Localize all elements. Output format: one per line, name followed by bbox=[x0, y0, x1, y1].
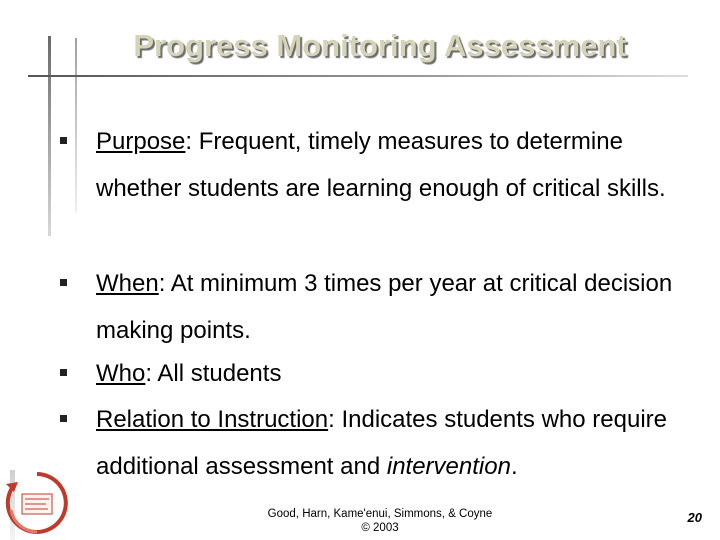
bullet-who bbox=[60, 350, 281, 397]
purpose-link[interactable]: Purpose bbox=[96, 128, 186, 155]
bullet-when bbox=[60, 260, 690, 354]
when-link[interactable]: When bbox=[96, 270, 159, 297]
cycle-logo-icon bbox=[2, 470, 72, 536]
who-link[interactable]: Who bbox=[96, 360, 146, 387]
purpose-text: : Frequent, timely measures to determine whether students are learning enough of critical skills. bbox=[96, 128, 666, 202]
slide-title: Progress Monitoring Assessment bbox=[133, 28, 627, 63]
bullet-relation-to-instruction bbox=[60, 396, 690, 490]
credit-authors: Good, Harn, Kame'enui, Simmons, & Coyne bbox=[267, 508, 493, 520]
credit-copyright: © 2003 bbox=[361, 522, 399, 534]
when-text: : At minimum 3 times per year at critical decision making points. bbox=[96, 270, 673, 344]
relation-to-instruction-link[interactable]: Relation to Instruction bbox=[96, 406, 329, 433]
bullet-square-icon bbox=[60, 279, 67, 286]
bullet-square-icon bbox=[60, 415, 67, 422]
bullet-square-icon bbox=[60, 137, 67, 144]
bullet-square-icon bbox=[60, 369, 67, 376]
relation-text-before: : Indicates students who require additional assessment and bbox=[96, 406, 667, 480]
decorative-rule bbox=[28, 75, 688, 77]
who-text: : All students bbox=[145, 360, 282, 387]
decorative-line bbox=[48, 36, 51, 236]
bullet-purpose bbox=[60, 118, 690, 212]
page-number: 20 bbox=[687, 510, 702, 525]
relation-text-emphasis: intervention bbox=[386, 453, 511, 480]
footer-credit bbox=[250, 507, 510, 535]
relation-text-after: . bbox=[510, 453, 518, 480]
